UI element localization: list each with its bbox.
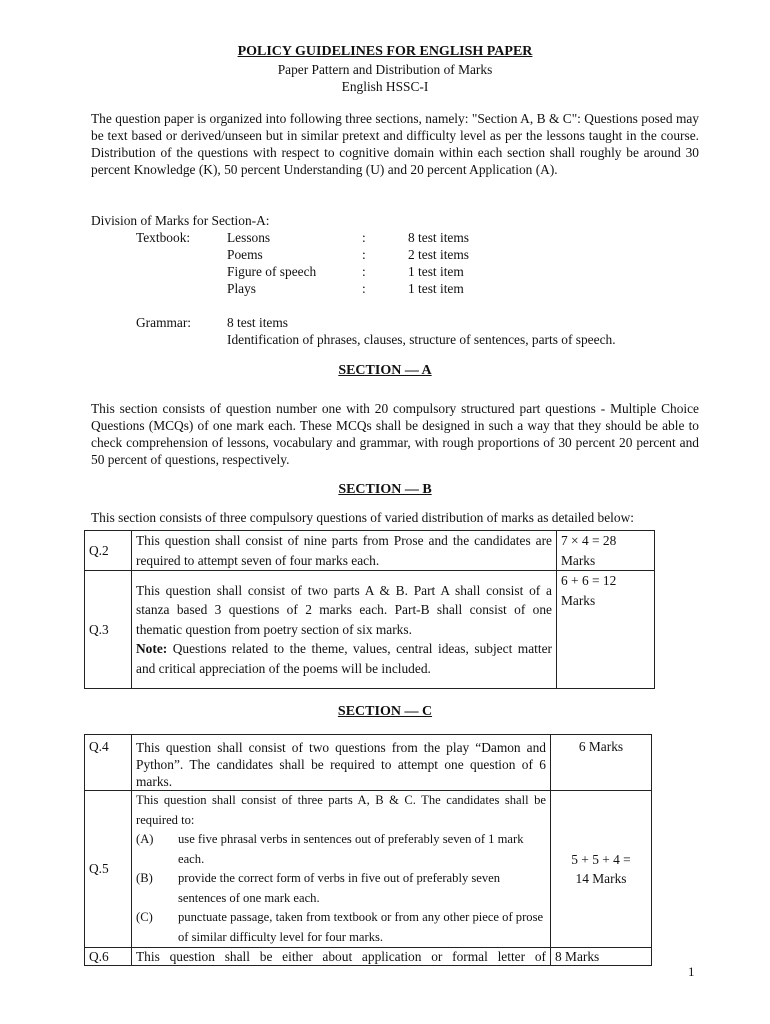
division-count: 8 test items bbox=[408, 230, 469, 245]
division-count: 1 test item bbox=[408, 281, 464, 296]
question-number: Q.2 bbox=[85, 531, 132, 571]
question-intro: This question shall consist of three parts A, B & C. The candidates shall be required to: bbox=[136, 793, 546, 827]
section-b-table bbox=[84, 530, 655, 689]
sub-item-text: use five phrasal verbs in sentences out of preferably seven of 1 mark each. bbox=[178, 832, 524, 866]
division-heading: Division of Marks for Section-A: bbox=[91, 213, 270, 228]
question-number: Q.4 bbox=[85, 735, 132, 791]
section-c-table bbox=[84, 734, 652, 966]
marks-unit: 14 Marks bbox=[575, 871, 627, 886]
marks-formula: 7 × 4 = 28 bbox=[561, 533, 617, 548]
marks-value: 8 Marks bbox=[551, 948, 652, 966]
grammar-description: Identification of phrases, clauses, structure of sentences, parts of speech. bbox=[227, 332, 616, 347]
table-row bbox=[85, 531, 655, 571]
sub-item-label: (C) bbox=[136, 910, 153, 924]
sub-item bbox=[136, 908, 546, 947]
division-item: Poems bbox=[227, 247, 263, 262]
question-number: Q.6 bbox=[85, 948, 132, 966]
textbook-label: Textbook: bbox=[136, 230, 191, 245]
question-description-cell bbox=[132, 791, 551, 948]
marks-cell bbox=[551, 791, 652, 948]
table-row bbox=[85, 791, 652, 948]
sub-item-text: provide the correct form of verbs in five out of preferably seven sentences of one mark each. bbox=[178, 871, 501, 905]
section-a-heading: SECTION — A bbox=[338, 363, 432, 378]
division-count: 2 test items bbox=[408, 247, 469, 262]
sub-item bbox=[136, 869, 546, 908]
marks-formula: 6 + 6 = 12 bbox=[561, 573, 617, 588]
marks-formula: 5 + 5 + 4 = bbox=[571, 852, 631, 867]
note-text: Questions related to the theme, values, central ideas, subject matter and critical appreciation of the poems will be included. bbox=[136, 641, 552, 676]
sub-item-label: (A) bbox=[136, 832, 154, 846]
question-description-cell bbox=[132, 571, 557, 689]
marks-value: 6 Marks bbox=[551, 735, 652, 791]
table-row bbox=[85, 735, 652, 791]
question-number: Q.3 bbox=[85, 571, 132, 689]
question-description: This question shall consist of two questions from the play “Damon and Python”. The candidates shall be required to attempt one question of 6 marks. bbox=[132, 735, 551, 791]
page-title: POLICY GUIDELINES FOR ENGLISH PAPER bbox=[237, 44, 533, 59]
grammar-count: 8 test items bbox=[227, 315, 288, 330]
marks-unit: Marks bbox=[561, 592, 596, 608]
question-description: This question shall consist of two parts A & B. Part A shall consist of a stanza based 3 questions of 2 marks each. Part-B shall consist of one thematic question from poetry section of six marks. bbox=[136, 582, 552, 637]
division-count: 1 test item bbox=[408, 264, 464, 279]
division-sep: : bbox=[362, 281, 366, 296]
page-number: 1 bbox=[688, 964, 695, 979]
division-item: Lessons bbox=[227, 230, 271, 245]
section-c-heading: SECTION — C bbox=[337, 704, 433, 719]
division-sep: : bbox=[362, 247, 366, 262]
marks-cell bbox=[557, 531, 655, 571]
question-number: Q.5 bbox=[85, 791, 132, 948]
sub-item-text: punctuate passage, taken from textbook or from any other piece of prose of similar difficulty level for four marks. bbox=[178, 910, 544, 944]
section-b-intro: This section consists of three compulsory questions of varied distribution of marks as detailed below: bbox=[91, 510, 634, 525]
division-item: Plays bbox=[227, 281, 257, 296]
course-name: English HSSC-I bbox=[341, 79, 429, 94]
marks-unit: Marks bbox=[561, 552, 596, 568]
section-a-text: This section consists of question number one with 20 compulsory structured part questions - Multiple Choice Questions (MCQs) of one mark each. These MCQs shall be designed in such a way that they should be able to check comprehension of lessons, vocabulary and grammar, with rough proportions of 30 percent 20 percent and 50 percent of questions, respectively. bbox=[91, 401, 699, 467]
table-row bbox=[85, 571, 655, 689]
question-description: This question shall consist of nine parts from Prose and the candidates are required to attempt seven of four marks each. bbox=[132, 531, 557, 571]
table-row bbox=[85, 948, 652, 966]
division-sep: : bbox=[362, 230, 366, 245]
section-b-heading: SECTION — B bbox=[338, 482, 432, 497]
note-label: Note: bbox=[136, 641, 168, 657]
sub-item bbox=[136, 830, 546, 869]
intro-paragraph: The question paper is organized into following three sections, namely: "Section A, B & C": Questions posed may be text based or derived/unseen but in similar pretext and difficulty level as per the lessons taught in the course. Distribution of the questions with respect to cognitive domain within each section shall roughly be around 30 percent Knowledge (K), 50 percent Understanding (U) and 20 percent Application (A). bbox=[91, 111, 699, 177]
question-description: This question shall be either about application or formal letter of bbox=[132, 948, 551, 966]
grammar-label: Grammar: bbox=[136, 315, 192, 330]
sub-item-label: (B) bbox=[136, 871, 153, 885]
marks-cell bbox=[557, 571, 655, 689]
division-item: Figure of speech bbox=[227, 264, 317, 279]
page-subtitle: Paper Pattern and Distribution of Marks bbox=[277, 62, 493, 77]
division-sep: : bbox=[362, 264, 366, 279]
